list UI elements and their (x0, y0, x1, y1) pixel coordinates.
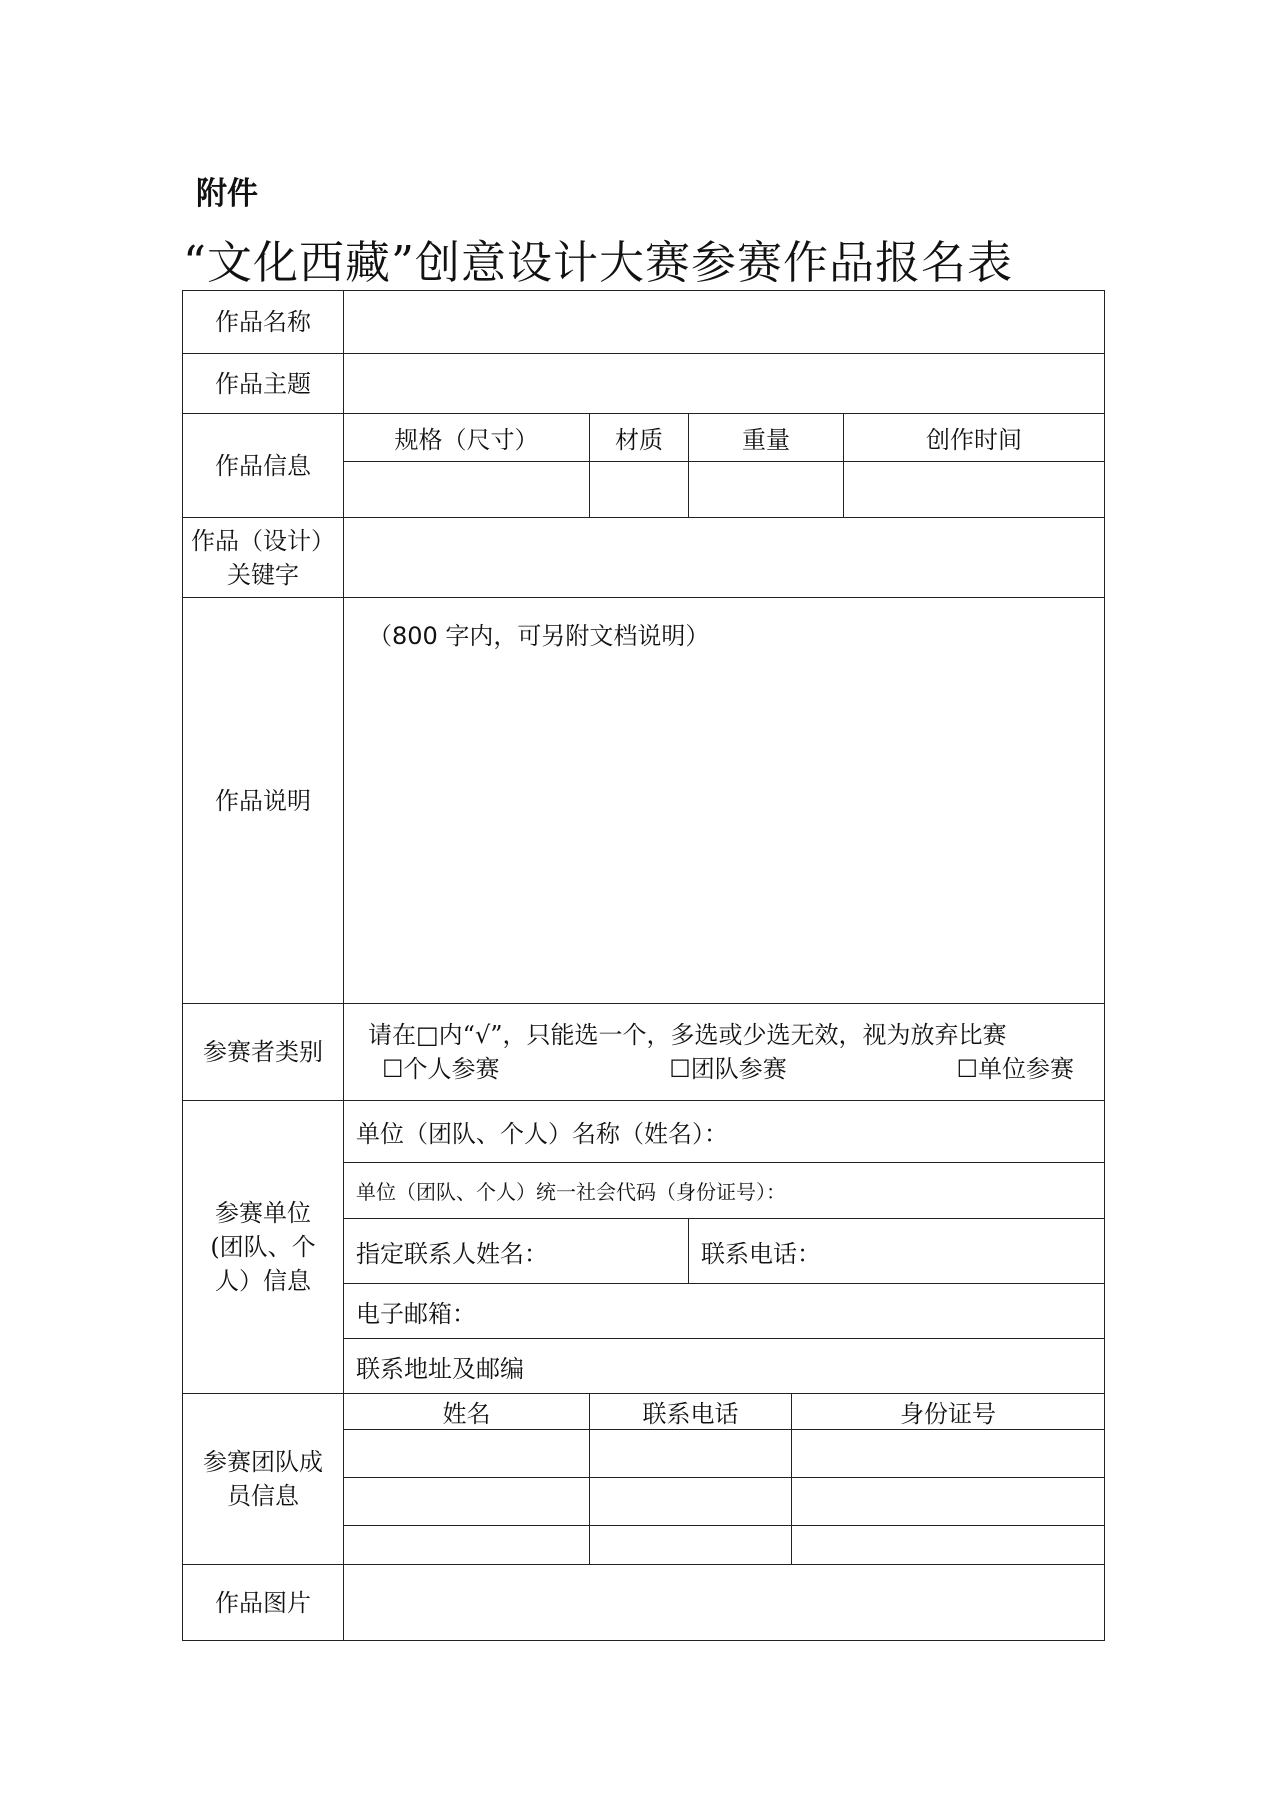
material-header: 材质 (590, 414, 689, 462)
row-team-header (183, 1394, 1105, 1430)
team-phone-cell[interactable] (590, 1478, 792, 1526)
spec-field[interactable] (344, 462, 590, 518)
description-label: 作品说明 (183, 598, 344, 1004)
option-unit-label: 单位参赛 (978, 1055, 1075, 1083)
description-note: （800 字内，可另附文档说明） (368, 622, 710, 650)
option-team[interactable] (669, 1052, 787, 1086)
work-info-label: 作品信息 (183, 414, 344, 518)
contact-phone-field[interactable]: 联系电话： (689, 1219, 1105, 1284)
creation-time-field[interactable] (844, 462, 1105, 518)
option-individual[interactable] (382, 1052, 500, 1086)
team-label-line2: 员信息 (227, 1482, 299, 1510)
page-title: “文化西藏”创意设计大赛参赛作品报名表 (183, 236, 1014, 289)
unit-label-line3: 人）信息 (215, 1267, 311, 1295)
row-work-theme (183, 354, 1105, 414)
unit-name-field[interactable]: 单位（团队、个人）名称（姓名）： (344, 1101, 1105, 1163)
row-work-name (183, 291, 1105, 354)
team-name-cell[interactable] (344, 1478, 590, 1526)
team-id-cell[interactable] (792, 1430, 1105, 1478)
team-phone-cell[interactable] (590, 1526, 792, 1565)
spec-header: 规格（尺寸） (344, 414, 590, 462)
keywords-label-line1: 作品（设计） (191, 526, 335, 555)
work-theme-field[interactable] (344, 354, 1105, 414)
team-name-cell[interactable] (344, 1430, 590, 1478)
unit-label-line1: 参赛单位 (215, 1199, 311, 1227)
row-category (183, 1004, 1105, 1101)
category-instruction: 请在□内“√”，只能选一个，多选或少选无效，视为放弃比赛 (368, 1021, 1007, 1049)
category-label: 参赛者类别 (183, 1004, 344, 1101)
team-label-line1: 参赛团队成 (203, 1448, 323, 1476)
row-unit-name (183, 1101, 1105, 1163)
keywords-field[interactable] (344, 518, 1105, 598)
row-description (183, 598, 1105, 1004)
unit-label-line2: (团队、个 (210, 1233, 316, 1261)
team-id-cell[interactable] (792, 1478, 1105, 1526)
team-id-cell[interactable] (792, 1526, 1105, 1565)
keywords-label-line2: 关键字 (227, 560, 299, 589)
work-name-field[interactable] (344, 291, 1105, 354)
option-individual-label: 个人参赛 (403, 1055, 500, 1083)
work-name-label: 作品名称 (183, 291, 344, 354)
keywords-label (183, 518, 344, 598)
material-field[interactable] (590, 462, 689, 518)
row-work-info-header (183, 414, 1105, 462)
weight-field[interactable] (689, 462, 844, 518)
checkbox-icon[interactable]: ☐ (956, 1055, 979, 1083)
team-phone-cell[interactable] (590, 1430, 792, 1478)
team-name-cell[interactable] (344, 1526, 590, 1565)
description-field[interactable] (344, 598, 1105, 1004)
email-field[interactable]: 电子邮箱： (344, 1284, 1105, 1339)
work-theme-label: 作品主题 (183, 354, 344, 414)
address-field[interactable]: 联系地址及邮编 (344, 1339, 1105, 1394)
option-unit[interactable] (957, 1052, 1075, 1086)
image-label: 作品图片 (183, 1565, 344, 1641)
contact-name-field[interactable]: 指定联系人姓名： (344, 1219, 689, 1284)
image-field[interactable] (344, 1565, 1105, 1641)
row-image (183, 1565, 1105, 1641)
row-keywords (183, 518, 1105, 598)
category-field (344, 1004, 1105, 1101)
registration-form (182, 290, 1105, 1641)
creation-time-header: 创作时间 (844, 414, 1105, 462)
checkbox-icon[interactable]: ☐ (382, 1055, 404, 1083)
team-name-header: 姓名 (344, 1394, 590, 1430)
weight-header: 重量 (689, 414, 844, 462)
attachment-label: 附件 (196, 176, 258, 212)
team-label (183, 1394, 344, 1565)
unit-label (183, 1101, 344, 1394)
team-id-header: 身份证号 (792, 1394, 1105, 1430)
option-team-label: 团队参赛 (690, 1055, 787, 1083)
checkbox-icon[interactable]: ☐ (669, 1055, 691, 1083)
team-phone-header: 联系电话 (590, 1394, 792, 1430)
unit-code-field[interactable]: 单位（团队、个人）统一社会代码（身份证号）： (344, 1163, 1105, 1219)
